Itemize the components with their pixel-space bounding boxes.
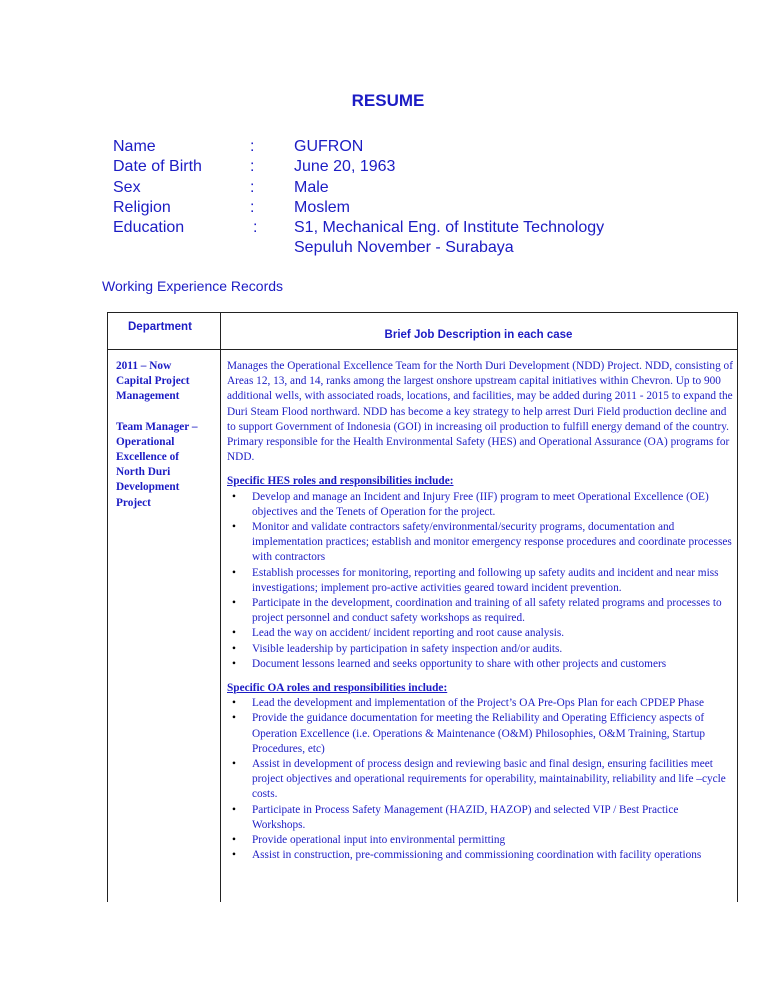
bullet-icon: • (232, 657, 236, 670)
info-label: Sex (113, 178, 141, 196)
header-description: Brief Job Description in each case (384, 329, 573, 341)
info-colon: : (253, 219, 258, 237)
info-colon: : (250, 138, 255, 155)
list-item-text: Provide the guidance documentation for meeting the Reliability and Operating Efficiency aspects of Operation Excellence (i.e. Operations & Maintenance (O&M) Philosophies, O&M Training, Startup Procedures, etc) (252, 712, 706, 755)
info-value: S1, Mechanical Eng. of Institute Technology (294, 219, 605, 237)
bullet-icon: • (232, 834, 236, 847)
bullet-icon: • (232, 697, 236, 710)
list-item-text: Establish processes for monitoring, reporting and following up safety audits and incident and near miss investigations; implement pro-active activities geared toward incident prevention. (252, 566, 719, 594)
list-item-text: Develop and manage an Incident and Injury Free (IIF) program to meet Operational Excellence (OE) objectives and the Tenets of Operation for the project. (252, 490, 709, 518)
list-item (227, 642, 733, 657)
info-label: Religion (113, 198, 171, 216)
role-line: North Duri (116, 466, 171, 479)
list-item-text: Participate in Process Safety Management (HAZID, HAZOP) and selected VIP / Best Practice Workshops. (252, 803, 679, 831)
bullet-icon: • (232, 849, 236, 862)
org-line: Capital Project (116, 375, 190, 388)
hes-heading: Specific HES roles and responsibilities include: (227, 475, 454, 488)
info-value: GUFRON (294, 138, 364, 155)
role-line: Development (116, 481, 180, 494)
list-item (227, 626, 733, 641)
bullet-icon: • (232, 597, 236, 610)
info-value: Moslem (294, 198, 351, 216)
section-heading: Working Experience Records (102, 278, 284, 294)
period: 2011 – Now (116, 360, 172, 372)
bullet-icon: • (232, 566, 236, 579)
list-item-text: Assist in construction, pre-commissioning and commissioning coordination with facility operations (252, 849, 702, 862)
list-item-text: Assist in development of process design and reviewing basic and final design, ensuring facilities meet project objectives and operational requirements for operability, maintainability, reliability and life –cycle costs. (252, 758, 726, 801)
header-divider (108, 349, 737, 350)
oa-heading: Specific OA roles and responsibilities include: (227, 682, 448, 695)
list-item (227, 566, 733, 596)
list-item (227, 711, 733, 757)
list-item-text: Participate in the development, coordination and training of all safety related programs and processes to project personnel and conduct safety workshops as required. (252, 597, 722, 625)
list-item (227, 596, 733, 626)
intro-paragraph: Manages the Operational Excellence Team for the North Duri Development (NDD) Project. NDD, consisting of Areas 12, 13, and 14, ranks among the largest onshore upstream capital initiatives within Chevron. Up to 900 additional wells, with associated roads, locations, and facilities, may be added during 2011 - 2015 to expand the Duri Steam Flood northward. NDD has become a key strategy to help arrest Duri Field production decline and to support Government of Indonesia (GOI) in increasing oil production to fulfill energy demand of the country. Primary responsible for the Health Environmental Safety (HES) and Operational Assurance (OA) programs for NDD. (227, 360, 733, 464)
info-value: June 20, 1963 (294, 158, 396, 176)
role-line: Operational (116, 435, 175, 448)
oa-list (227, 696, 733, 863)
list-item (227, 520, 733, 566)
list-item (227, 696, 733, 711)
org-line: Management (116, 390, 180, 403)
description-cell (227, 359, 733, 864)
list-item (227, 848, 733, 863)
hes-list (227, 490, 733, 672)
info-label: Date of Birth (113, 158, 202, 176)
bullet-icon: • (232, 758, 236, 771)
info-colon: : (250, 158, 255, 176)
role-line: Excellence of (116, 451, 180, 464)
bullet-icon: • (232, 521, 236, 534)
list-item (227, 657, 733, 672)
list-item-text: Monitor and validate contractors safety/environmental/security programs, documentation and implementation practices; establish and monitor emergency response procedures and coordinate processes with contractors (252, 521, 732, 564)
bullet-icon: • (232, 803, 236, 816)
list-item-text: Visible leadership by participation in safety inspection and/or audits. (252, 642, 563, 655)
info-value: Sepuluh November - Surabaya (294, 239, 514, 257)
list-item (227, 757, 733, 803)
info-value: Male (294, 178, 329, 196)
bullet-icon: • (232, 642, 236, 655)
role-line: Team Manager – (116, 420, 198, 433)
list-item (227, 490, 733, 520)
list-item-text: Provide operational input into environmental permitting (252, 834, 506, 847)
list-item (227, 833, 733, 848)
role-line: Project (116, 496, 151, 509)
department-cell (116, 359, 224, 511)
info-label: Education (113, 219, 185, 237)
list-item-text: Document lessons learned and seeks opportunity to share with other projects and customers (252, 657, 667, 670)
info-colon: : (250, 198, 255, 216)
bullet-icon: • (232, 627, 236, 640)
document-title: RESUME (351, 91, 425, 110)
info-colon: : (250, 178, 255, 196)
list-item (227, 803, 733, 833)
experience-table (107, 312, 738, 902)
list-item-text: Lead the way on accident/ incident reporting and root cause analysis. (252, 627, 565, 640)
header-department: Department (128, 321, 192, 333)
list-item-text: Lead the development and implementation of the Project’s OA Pre-Ops Plan for each CPDEP Phase (252, 697, 704, 710)
bullet-icon: • (232, 712, 236, 725)
bullet-icon: • (232, 490, 236, 503)
info-label: Name (113, 138, 156, 155)
